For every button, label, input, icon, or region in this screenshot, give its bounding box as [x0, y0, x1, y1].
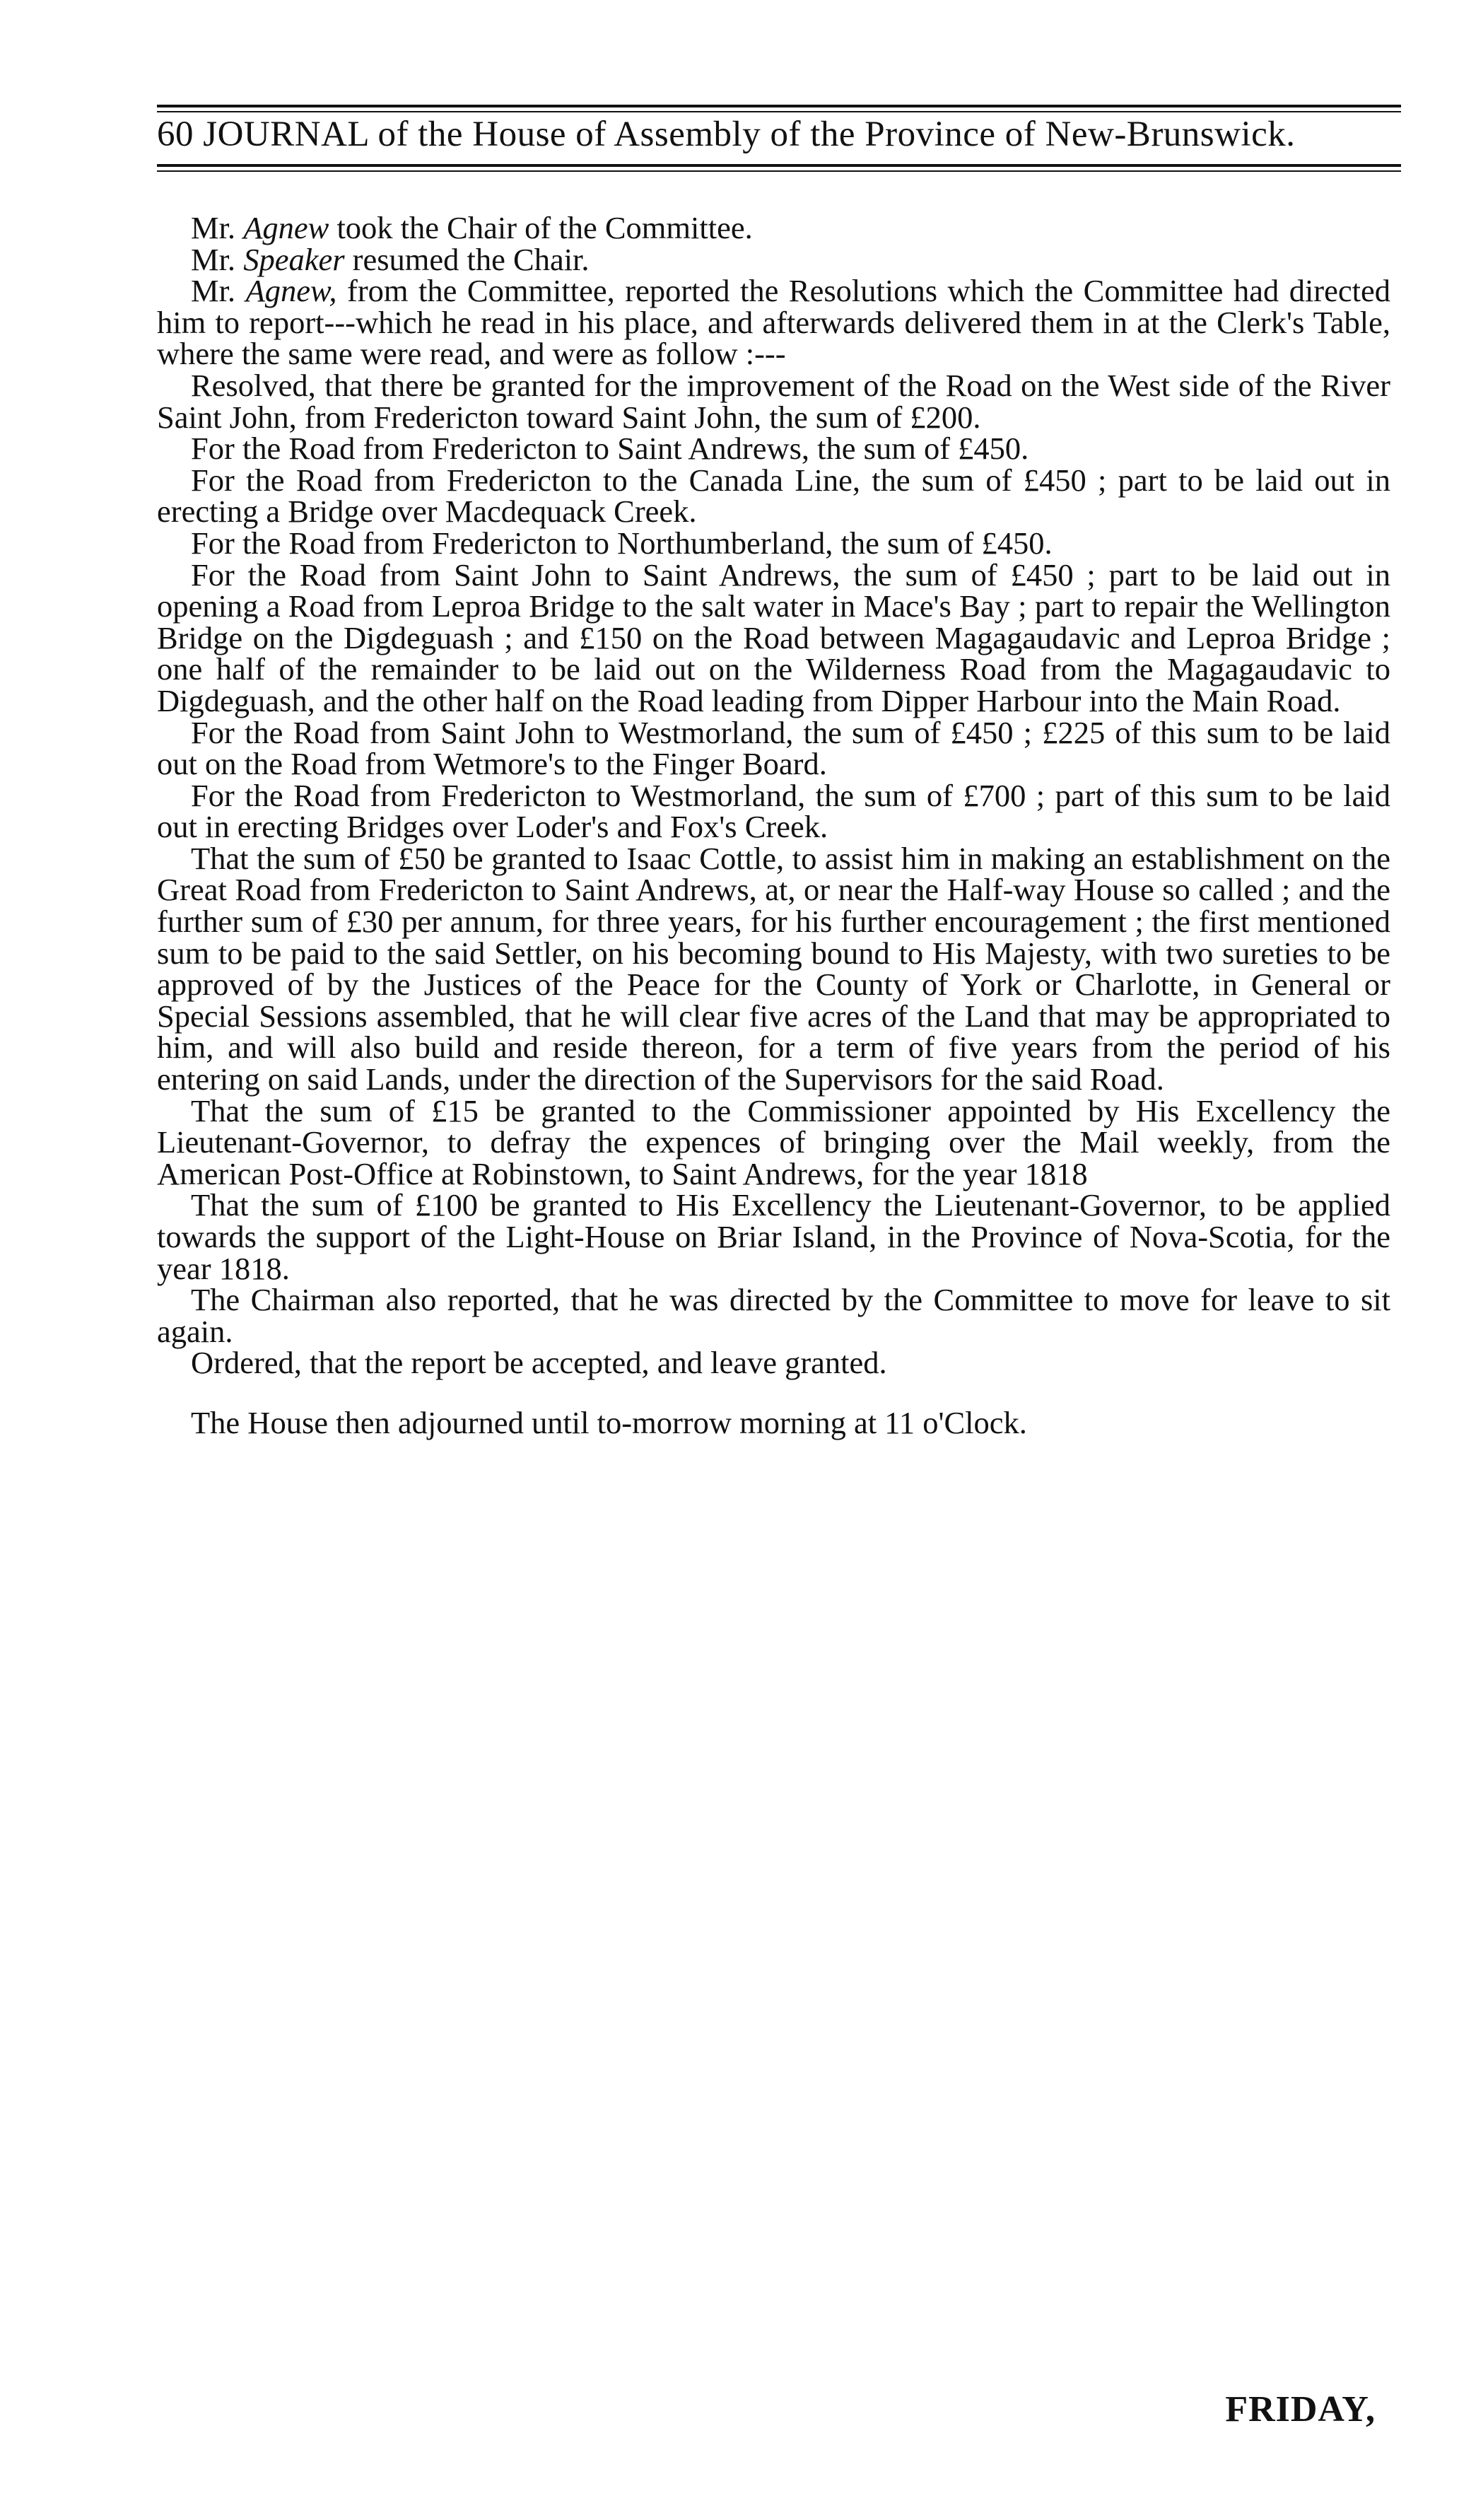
paragraph-speaker-resumed: Mr. Speaker resumed the Chair. [191, 241, 590, 277]
resolution-mail-commissioner: That the sum of £15 be granted to the Commissioner appointed by His Excellency the Lieutenant-Governor, to defray the expences of bringing over the Mail weekly, from the American Post-Office at Robinstown, to Saint Andrews, for the year 1818 [157, 1092, 1390, 1191]
paragraph-chairman-reported: The Chairman also reported, that he was directed by the Committee to move for leave to sit again. [157, 1282, 1390, 1349]
paragraph-house-adjourned: The House then adjourned until to-morrow morning at 11 o'Clock. [191, 1404, 1027, 1440]
resolution-saint-john-westmorland-road: For the Road from Saint John to Westmorland, the sum of £450 ; £225 of this sum to be laid out on the Road from Wetmore's to the Finger Board. [157, 714, 1390, 782]
catchword: FRIDAY, [1225, 2389, 1376, 2429]
member-name: Speaker [243, 241, 345, 277]
resolution-light-house: That the sum of £100 be granted to His Excellency the Lieutenant-Governor, to be applied towards the support of the Light-House on Briar Island, in the Province of Nova-Scotia, for the year 1818. [157, 1187, 1390, 1286]
member-name: Agnew, [245, 273, 337, 309]
page-number: 60 [157, 115, 194, 154]
paragraph-committee-report: Mr. Agnew, from the Committee, reported the Resolutions which the Committee had directed him to report---which he read in his place, and afterwards delivered them in at the Clerk's Table, where the same were read, and were as follow :--- [157, 273, 1390, 372]
resolution-saint-john-saint-andrews-road: For the Road from Saint John to Saint Andrews, the sum of £450 ; part to be laid out in opening a Road from Leproa Bridge to the salt water in Mace's Bay ; part to repair the Wellington Bridge on the Digdeguash ; and £150 on the Road between Magagaudavic and Leproa Bridge ; one half of the remainder to be laid out on the Wilderness Road from the Magagaudavic to Digdeguash, and the other half on the Road leading from Dipper Harbour into the Main Road. [157, 556, 1390, 718]
paragraph-agnew-chair: Mr. Agnew took the Chair of the Committee. [191, 210, 753, 245]
resolution-saint-andrews-road: For the Road from Fredericton to Saint Andrews, the sum of £450. [191, 431, 1029, 467]
resolution-fredericton-westmorland-road: For the Road from Fredericton to Westmorland, the sum of £700 ; part of this sum to be laid out in erecting Bridges over Loder's and Fox's Creek. [157, 777, 1390, 845]
resolution-canada-line-road: For the Road from Fredericton to the Canada Line, the sum of £450 ; part to be laid out in erecting a Bridge over Macdequack Creek. [157, 462, 1390, 530]
running-header [157, 113, 1398, 156]
paragraph-report-accepted: Ordered, that the report be accepted, and leave granted. [191, 1345, 887, 1381]
resolution-northumberland-road: For the Road from Fredericton to Northumberland, the sum of £450. [191, 525, 1053, 561]
header-rule-bottom [157, 164, 1401, 172]
journal-body [157, 212, 1390, 1439]
member-name: Agnew [243, 210, 329, 245]
header-rule-top [157, 105, 1401, 112]
journal-title: JOURNAL of the House of Assembly of the Province of New-Brunswick. [203, 115, 1296, 154]
resolution-isaac-cottle: That the sum of £50 be granted to Isaac Cottle, to assist him in making an establishment on the Great Road from Fredericton to Saint Andrews, at, or near the Half-way House so called ; and the further sum of £30 per annum, for three years, for his further encouragement ; the first mentioned sum to be paid to the said Settler, on his becoming bound to His Majesty, with two sureties to be approved of by the Justices of the Peace for the County of York or Charlotte, in General or Special Sessions assembled, that he will clear five acres of the Land that may be appropriated to him, and will also build and reside thereon, for a term of five years from the period of his entering on said Lands, under the direction of the Supervisors for the said Road. [157, 840, 1390, 1097]
resolution-west-side-road: Resolved, that there be granted for the improvement of the Road on the West side of the River Saint John, from Fredericton toward Saint John, the sum of £200. [157, 367, 1390, 435]
